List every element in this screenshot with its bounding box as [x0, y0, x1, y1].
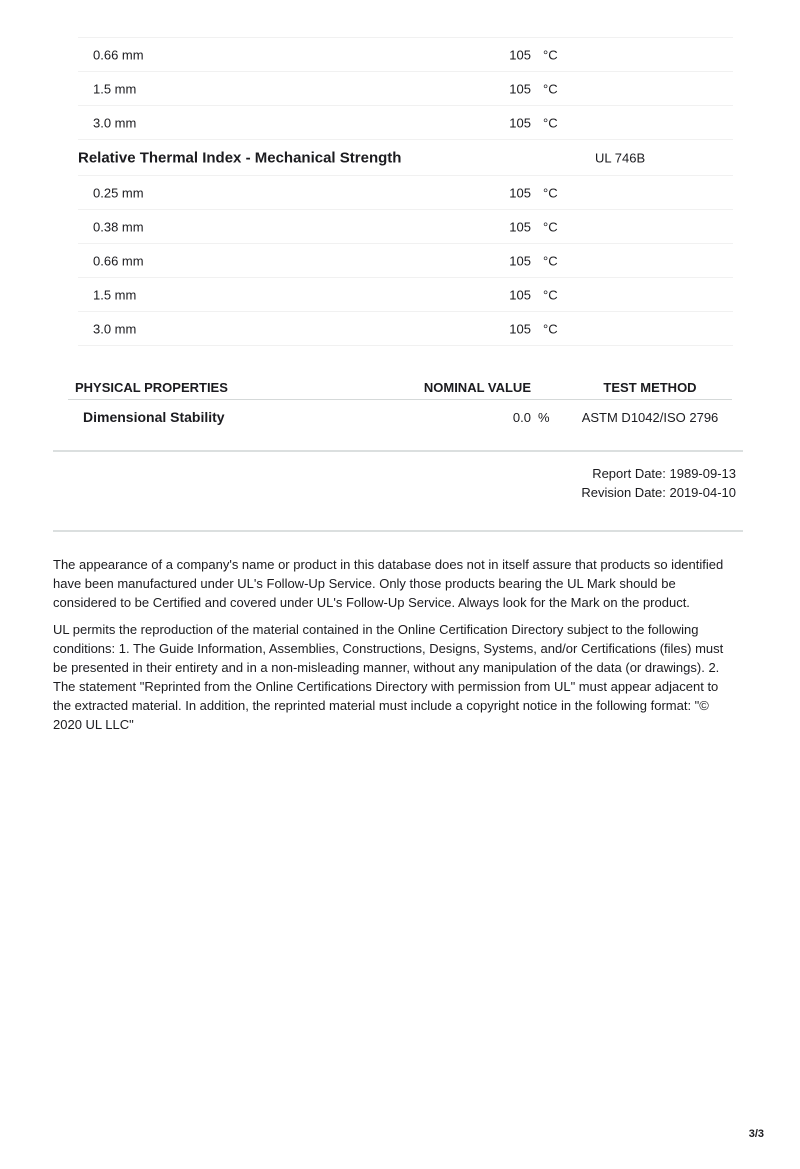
table-row: [78, 244, 733, 278]
table-row: [78, 38, 733, 72]
table-row: [78, 312, 733, 346]
thermal-index-table: [78, 37, 733, 346]
temperature-value: 105: [509, 253, 531, 268]
test-method-value: ASTM D1042/ISO 2796: [581, 410, 719, 425]
temperature-value: 105: [509, 287, 531, 302]
thickness-label: 0.66 mm: [93, 253, 144, 268]
temperature-unit: °C: [543, 81, 558, 96]
temperature-value: 105: [509, 185, 531, 200]
table-row: [78, 106, 733, 140]
temperature-unit: °C: [543, 219, 558, 234]
physical-properties-table: [68, 379, 732, 450]
table-row: [68, 400, 732, 450]
horizontal-divider: [53, 450, 743, 452]
section-title: Relative Thermal Index - Mechanical Strength: [78, 149, 402, 166]
legal-paragraph-reproduction: UL permits the reproduction of the material contained in the Online Certification Directory subject to the following conditions: 1. The Guide Information, Assemblies, Constructions, Designs, Systems, and/or Certifications (files) must be presented in their entirety and in a non-misleading manner, without any manipulation of the data (or drawings). 2. The statement "Reprinted from the Online Certifications Directory with permission from UL" must appear adjacent to the extracted material. In addition, the reprinted material must include a copyright notice in the following format: "© 2020 UL LLC": [53, 622, 724, 732]
column-header-test-method: TEST METHOD: [603, 380, 697, 395]
temperature-value: 105: [509, 47, 531, 62]
temperature-value: 105: [509, 81, 531, 96]
temperature-value: 105: [509, 321, 531, 336]
temperature-unit: °C: [543, 115, 558, 130]
column-header-physical-properties: PHYSICAL PROPERTIES: [75, 380, 228, 395]
thickness-label: 0.38 mm: [93, 219, 144, 234]
section-test-method: UL 746B: [595, 150, 646, 165]
thickness-label: 1.5 mm: [93, 81, 137, 96]
temperature-value: 105: [509, 219, 531, 234]
temperature-value: 105: [509, 115, 531, 130]
thickness-label: 3.0 mm: [93, 115, 137, 130]
table-row: [78, 176, 733, 210]
temperature-unit: °C: [543, 287, 558, 302]
date-block: [0, 464, 736, 502]
table-row: [78, 278, 733, 312]
column-header-nominal-value: NOMINAL VALUE: [423, 380, 531, 395]
section-header-row: [78, 140, 733, 176]
temperature-unit: °C: [543, 321, 558, 336]
temperature-unit: °C: [543, 47, 558, 62]
temperature-unit: °C: [543, 185, 558, 200]
page-number: 3/3: [748, 1128, 764, 1140]
table-row: [78, 72, 733, 106]
thickness-label: 0.25 mm: [93, 185, 144, 200]
thickness-label: 3.0 mm: [93, 321, 137, 336]
nominal-value: 0.0: [512, 410, 531, 425]
horizontal-divider: [53, 530, 743, 532]
temperature-unit: °C: [543, 253, 558, 268]
report-date: Report Date: 1989-09-13: [592, 466, 736, 481]
thickness-label: 0.66 mm: [93, 47, 144, 62]
nominal-value-unit: %: [538, 410, 550, 425]
table-row: [78, 210, 733, 244]
property-label: Dimensional Stability: [83, 409, 225, 425]
table-header-row: [68, 379, 732, 400]
legal-paragraph-appearance: The appearance of a company's name or product in this database does not in itself assure that products so identified have been manufactured under UL's Follow-Up Service. Only those products bearing the UL Mark should be considered to be Certified and covered under UL's Follow-Up Service. Always look for the Mark on the product.: [53, 557, 724, 610]
revision-date: Revision Date: 2019-04-10: [581, 485, 736, 500]
thickness-label: 1.5 mm: [93, 287, 137, 302]
